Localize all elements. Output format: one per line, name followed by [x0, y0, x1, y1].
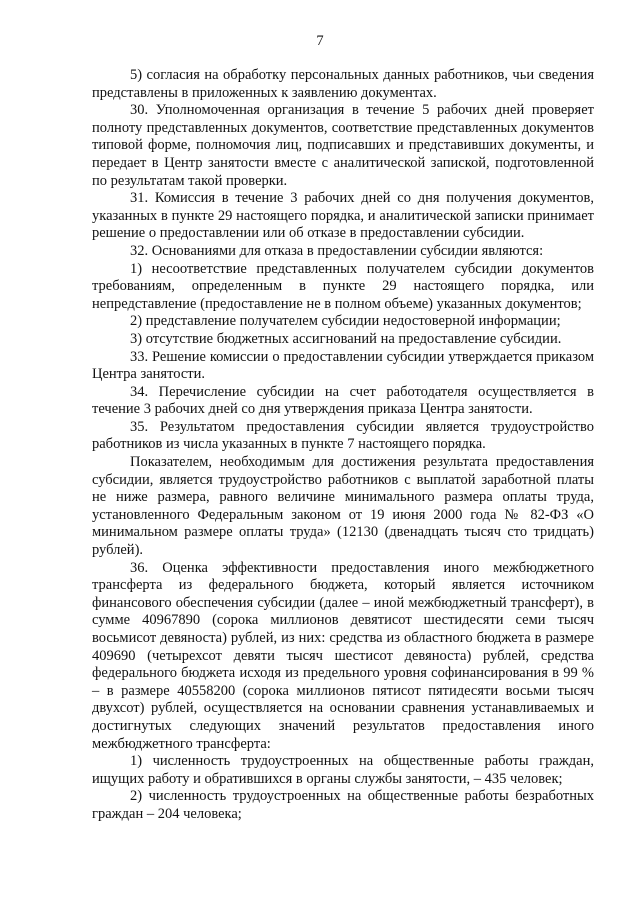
page-number: 7: [316, 33, 324, 49]
paragraph-36: 36. Оценка эффективности предоставления иного межбюджетного трансферта из федерального бюджета, который является источником финансового обеспечения субсидии (далее – иной межбюджетный трансферт), в сумме 40967890 (сорока миллионов девятисот шестидесяти семи тысяч восьмисот девяноста) рублей, из них: средства из областного бюджета в размере 409690 (четырехсот девяти тысяч шестисот девяноста) рублей, средства федерального бюджета исходя из предельного уровня софинансирования в 99 % – в размере 40558200 (сорока миллионов пятисот пятидесяти восьми тысяч двухсот) рублей, осуществляется на основании сравнения устанавливаемых и достигнутых следующих значений результатов предоставления иного межбюджетного трансферта:: [92, 559, 594, 752]
document-body: [92, 67, 594, 824]
paragraph-34: 34. Перечисление субсидии на счет работодателя осуществляется в течение 3 рабочих дней со дня утверждения приказа Центра занятости.: [92, 383, 594, 418]
paragraph-32: 32. Основаниями для отказа в предоставлении субсидии являются:: [130, 242, 544, 259]
paragraph-35: 35. Результатом предоставления субсидии является трудоустройство работников из числа указанных в пункте 7 настоящего порядка.: [92, 418, 594, 453]
paragraph-36-item-1: 1) численность трудоустроенных на общественные работы граждан, ищущих работу и обратившихся в органы службы занятости, – 435 человек;: [92, 753, 594, 787]
paragraph-31: 31. Комиссия в течение 3 рабочих дней со дня получения документов, указанных в пункте 29 настоящего порядка, и аналитической записки принимает решение о предоставлении или об отказе в предоставлении субсидии.: [92, 190, 594, 242]
paragraph-32-item-1: 1) несоответствие представленных получателем субсидии документов требованиям, определенным в пункте 29 настоящего порядка, или непредставление (предоставление не в полном объеме) указанных документов;: [92, 260, 594, 312]
paragraph-indicator: Показателем, необходимым для достижения результата предоставления субсидии, является трудоустройство работников с выплатой заработной платы не ниже размера, равного величине минимального размера оплаты труда, установленного Федеральным законом от 19 июня 2000 года № 82-ФЗ «О минимальном размере оплаты труда» (12130 (двенадцать тысяч сто тридцать) рублей).: [92, 454, 594, 559]
paragraph-32-item-2: 2) представление получателем субсидии недостоверной информации;: [130, 313, 561, 330]
paragraph-item-5-consent: 5) согласия на обработку персональных данных работников, чьи сведения представлены в приложенных к заявлению документах.: [92, 67, 594, 101]
paragraph-33: 33. Решение комиссии о предоставлении субсидии утверждается приказом Центра занятости.: [92, 348, 594, 383]
paragraph-30: 30. Уполномоченная организация в течение 5 рабочих дней проверяет полноту представленных документов, соответствие представленных документов типовой форме, полномочия лиц, подписавших и представивших документы, и передает в Центр занятости вместе с аналитической запиской, подготовленной по результатам такой проверки.: [92, 102, 594, 189]
paragraph-36-item-2: 2) численность трудоустроенных на общественные работы безработных граждан – 204 человека;: [92, 788, 594, 822]
paragraph-32-item-3: 3) отсутствие бюджетных ассигнований на предоставление субсидии.: [130, 330, 562, 347]
